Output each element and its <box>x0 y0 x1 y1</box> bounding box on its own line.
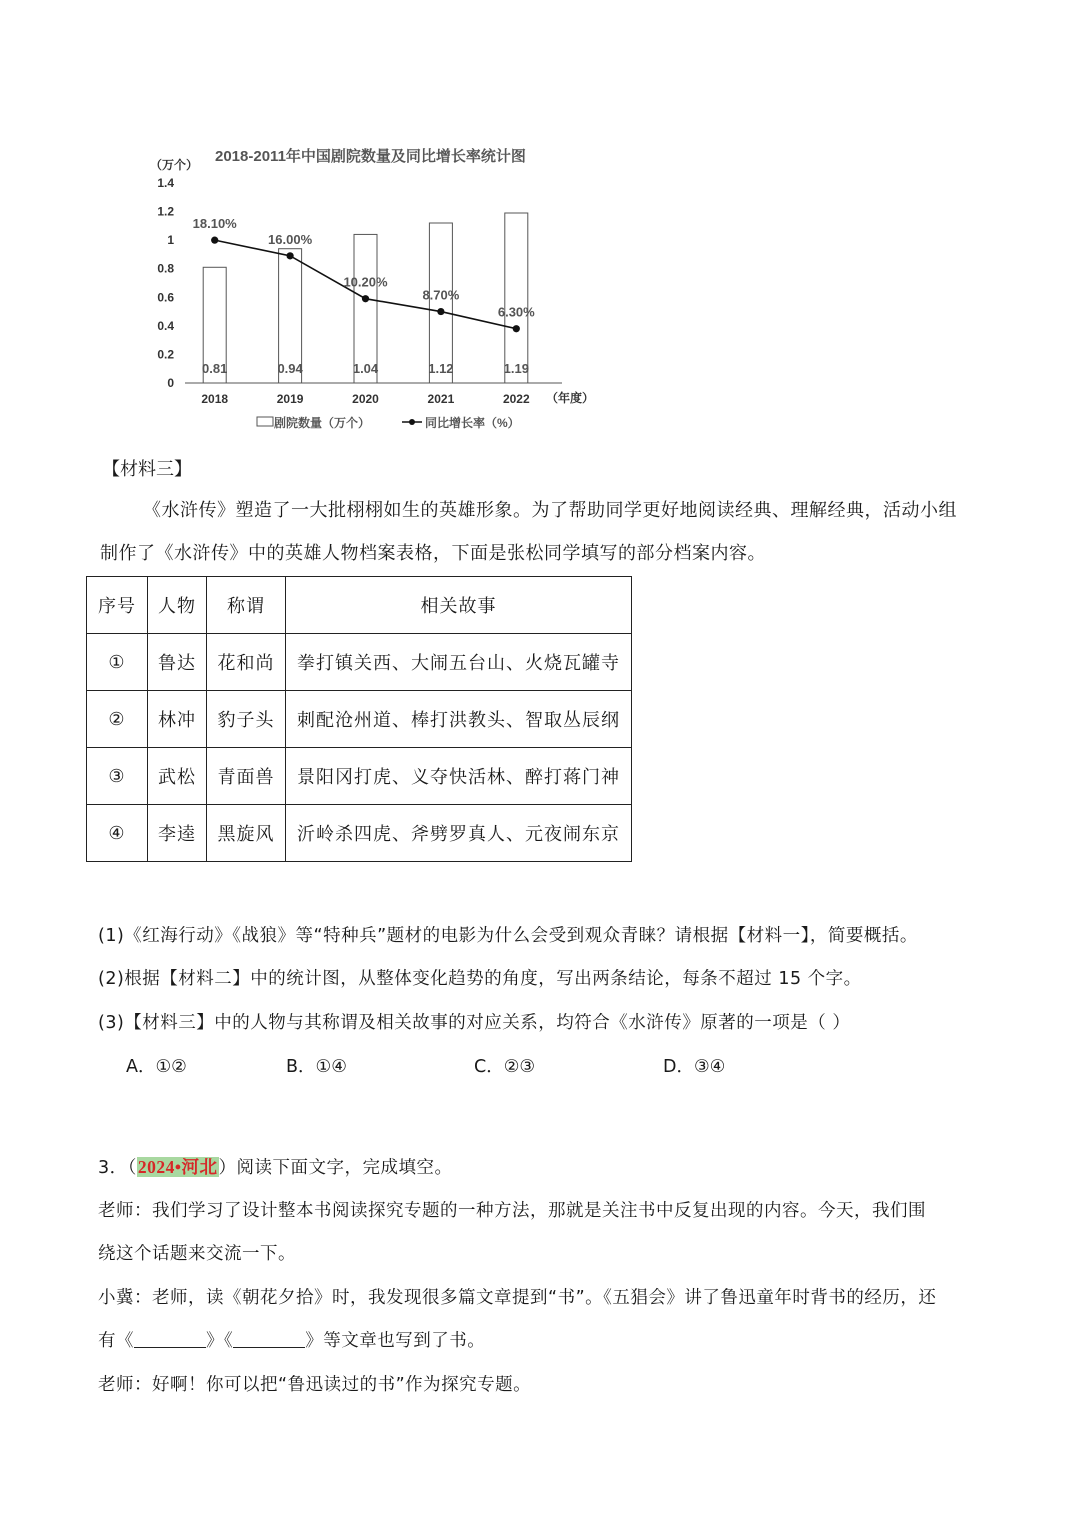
teacher-line-1a: 老师：我们学习了设计整本书阅读探究专题的一种方法，那就是关注书中反复出现的内容。今天，我们围 <box>98 1201 926 1221</box>
material-three-para-line2: 制作了《水浒传》中的英雄人物档案表格，下面是张松同学填写的部分档案内容。 <box>100 543 766 564</box>
source-tag: 2024•河北 <box>137 1157 218 1177</box>
growth-rate-label: 6.30% <box>497 304 535 320</box>
xiaoji-text-b: 》《 <box>206 1331 234 1351</box>
header-person: 人物 <box>148 577 207 634</box>
cell-number: ③ <box>87 748 148 805</box>
chart-svg <box>140 138 600 438</box>
legend-bar-swatch <box>257 417 273 426</box>
growth-rate-label: 8.70% <box>422 287 460 303</box>
header-story: 相关故事 <box>286 577 632 634</box>
question-3: (3)【材料三】中的人物与其称谓及相关故事的对应关系，均符合《水浒传》原著的一项是（ ） <box>98 1013 851 1033</box>
growth-point-2021 <box>437 308 444 315</box>
cell-person: 林冲 <box>148 691 207 748</box>
section-3-number: 3．（ <box>98 1158 137 1178</box>
x-tick-label: 2019 <box>276 392 304 406</box>
header-title: 称谓 <box>207 577 286 634</box>
option-a: A．①② <box>126 1057 187 1077</box>
x-tick-label: 2020 <box>352 392 379 406</box>
table-row <box>87 634 632 691</box>
question-1: (1)《红海行动》《战狼》等“特种兵”题材的电影为什么会受到观众青睐？请根据【材料一】，简要概括。 <box>98 926 918 946</box>
teacher-line-1b: 绕这个话题来交流一下。 <box>98 1244 296 1264</box>
y-tick-label: 0.6 <box>157 290 174 305</box>
chart-layer <box>157 176 562 406</box>
bar-value-label: 1.04 <box>352 361 379 376</box>
cell-person: 武松 <box>148 748 207 805</box>
y-tick-label: 0 <box>167 376 174 390</box>
bar-value-label: 0.81 <box>202 361 228 376</box>
y-tick-label: 0.4 <box>157 318 174 333</box>
legend-bar-label: 剧院数量（万个） <box>274 416 371 430</box>
growth-point-2020 <box>362 295 369 302</box>
theater-chart <box>140 138 600 438</box>
growth-rate-label: 10.20% <box>343 274 388 290</box>
y-tick-label: 0.2 <box>157 347 174 362</box>
cell-story: 刺配沧州道、棒打洪教头、智取丛辰纲 <box>286 691 632 748</box>
fill-blank-2[interactable] <box>233 1330 305 1349</box>
cell-title: 青面兽 <box>207 748 286 805</box>
y-tick-label: 1 <box>167 233 174 248</box>
cell-story: 沂岭杀四虎、斧劈罗真人、元夜闹东京 <box>286 805 632 862</box>
growth-point-2022 <box>513 325 520 332</box>
growth-point-2019 <box>287 252 294 259</box>
option-b: B．①④ <box>286 1057 347 1077</box>
cell-title: 黑旋风 <box>207 805 286 862</box>
fill-blank-1[interactable] <box>134 1330 206 1349</box>
cell-person: 鲁达 <box>148 634 207 691</box>
cell-story: 拳打镇关西、大闹五台山、火烧瓦罐寺 <box>286 634 632 691</box>
growth-rate-label: 16.00% <box>268 231 313 247</box>
material-three-para-line1: 《水浒传》塑造了一大批栩栩如生的英雄形象。为了帮助同学更好地阅读经典、理解经典，活动小组 <box>143 500 957 521</box>
chart-title: 2018-2011年中国剧院数量及同比增长率统计图 <box>215 148 526 165</box>
table-header-row <box>87 577 632 634</box>
section-3-heading <box>98 1154 453 1179</box>
cell-story: 景阳冈打虎、义夺快活林、醉打蒋门神 <box>286 748 632 805</box>
cell-person: 李逵 <box>148 805 207 862</box>
cell-number: ④ <box>87 805 148 862</box>
hero-dossier-table <box>86 576 632 862</box>
cell-number: ① <box>87 634 148 691</box>
legend-line-marker <box>409 419 415 425</box>
growth-rate-label: 18.10% <box>192 216 237 232</box>
material-three-heading: 【材料三】 <box>102 459 192 480</box>
table-row <box>87 805 632 862</box>
cell-title: 豹子头 <box>207 691 286 748</box>
bar-value-label: 1.12 <box>428 361 454 376</box>
xiaoji-text-a: 有《 <box>98 1331 134 1351</box>
x-tick-label: 2018 <box>201 392 229 406</box>
legend-line-label: 同比增长率（%） <box>425 416 520 430</box>
y-tick-label: 1.4 <box>157 176 174 190</box>
y-tick-label: 1.2 <box>157 204 174 219</box>
x-tick-label: 2021 <box>427 392 455 406</box>
growth-point-2018 <box>211 237 218 244</box>
bar-2021 <box>429 223 452 383</box>
x-tick-label: 2022 <box>502 392 530 406</box>
bar-value-label: 0.94 <box>277 361 303 376</box>
table-row <box>87 691 632 748</box>
xiaoji-text-c: 》等文章也写到了书。 <box>305 1331 486 1351</box>
bar-2022 <box>505 213 528 383</box>
question-2: (2)根据【材料二】中的统计图，从整体变化趋势的角度，写出两条结论，每条不超过 15 个字。 <box>98 969 862 989</box>
option-d: D．③④ <box>663 1057 726 1077</box>
x-unit-label: （年度） <box>546 391 595 405</box>
xiaoji-line-1: 小冀：老师，读《朝花夕拾》时，我发现很多篇文章提到“书”。《五猖会》讲了鲁迅童年时背书的经历，还 <box>98 1288 937 1308</box>
cell-title: 花和尚 <box>207 634 286 691</box>
option-c: C．②③ <box>474 1057 536 1077</box>
header-number: 序号 <box>87 577 148 634</box>
cell-number: ② <box>87 691 148 748</box>
section-3-instruction: ）阅读下面文字，完成填空。 <box>218 1158 453 1178</box>
y-unit-label: （万个） <box>150 158 199 172</box>
bar-value-label: 1.19 <box>503 361 529 376</box>
y-tick-label: 0.8 <box>157 261 174 276</box>
xiaoji-line-2 <box>98 1327 485 1352</box>
teacher-line-2: 老师：好啊！你可以把“鲁迅读过的书”作为探究专题。 <box>98 1375 532 1395</box>
table-row <box>87 748 632 805</box>
